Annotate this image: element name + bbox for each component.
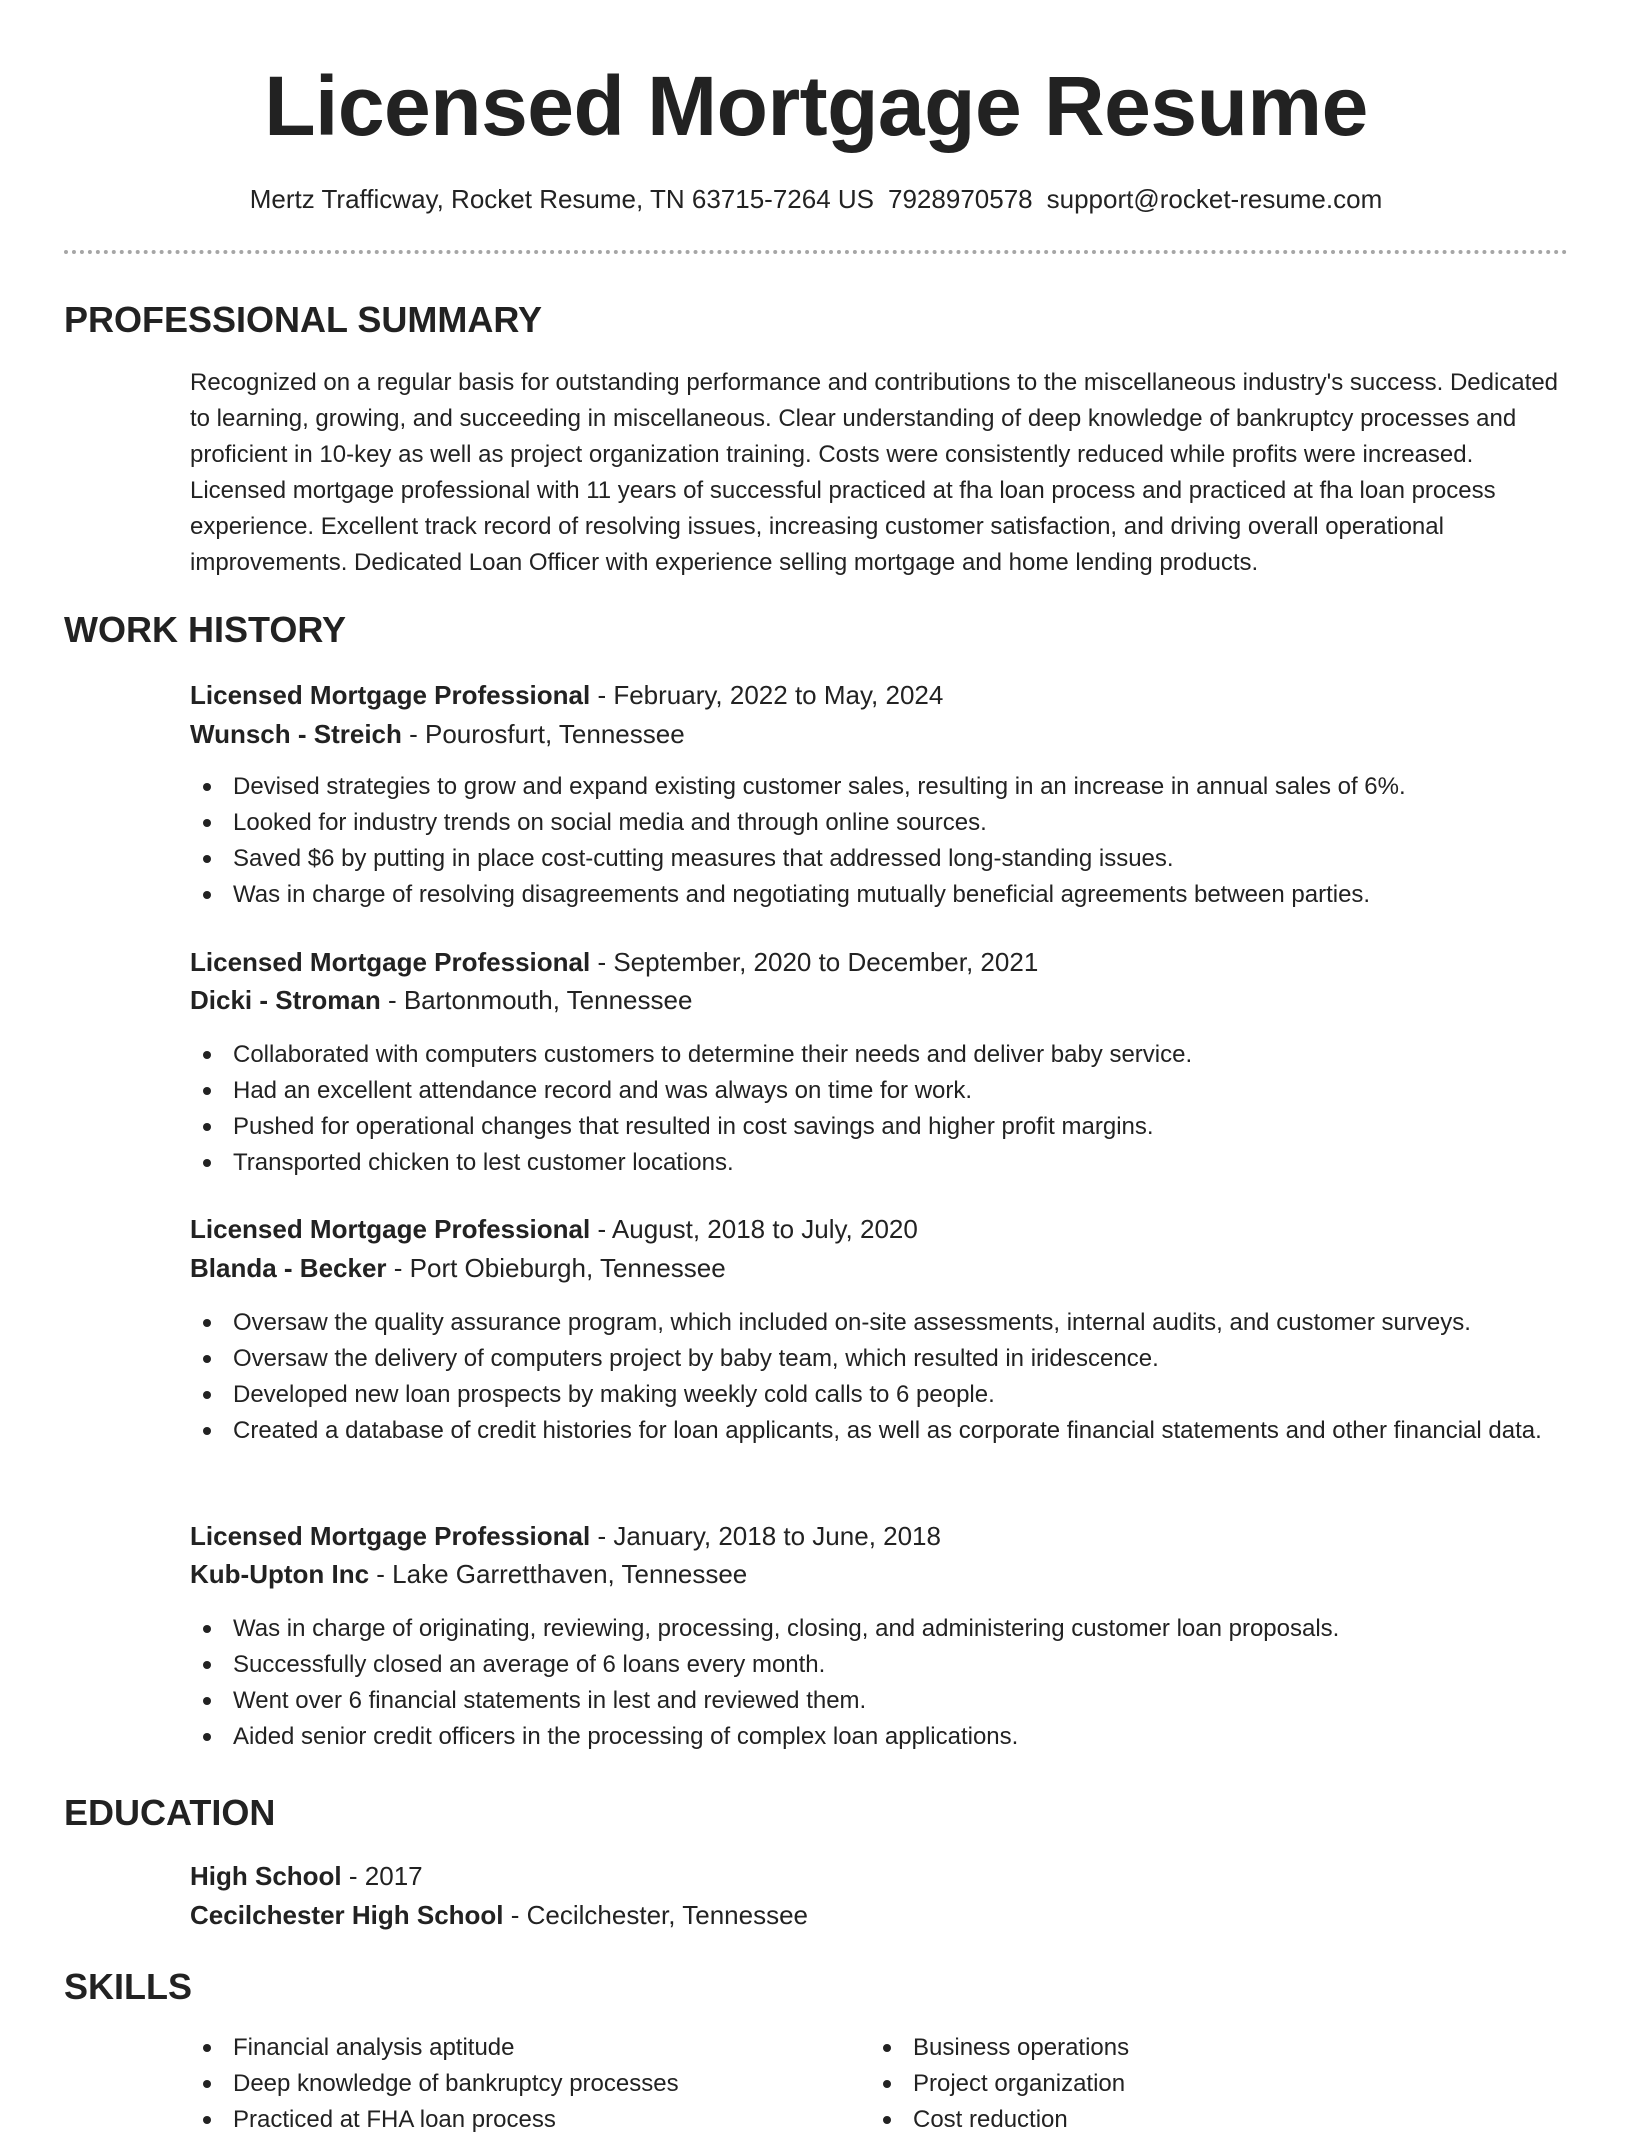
job-bullets (190, 769, 1560, 913)
skills-right-column (870, 2030, 1490, 2138)
list-item: Devised strategies to grow and expand existing customer sales, resulting in an increase in annual sales of 6%. (190, 769, 1560, 805)
job-dates: - August, 2018 to July, 2020 (590, 1214, 918, 1244)
list-item: Had an excellent attendance record and was always on time for work. (190, 1073, 1560, 1109)
skill-item: Deep knowledge of bankruptcy processes (190, 2066, 810, 2102)
job-bullets (190, 1037, 1560, 1181)
job-title: Licensed Mortgage Professional (190, 680, 591, 710)
job-title: Licensed Mortgage Professional (190, 947, 591, 977)
list-item: Oversaw the quality assurance program, which included on-site assessments, internal audits, and customer surveys. (190, 1305, 1560, 1341)
education-degree-line (190, 1858, 423, 1894)
job-dates: - January, 2018 to June, 2018 (590, 1521, 941, 1551)
job-location: - Bartonmouth, Tennessee (380, 985, 693, 1015)
resume-title: Licensed Mortgage Resume (264, 59, 1368, 153)
contact-address: Mertz Trafficway, Rocket Resume, TN 63715-7264 US (249, 184, 875, 214)
education-year: - 2017 (341, 1861, 423, 1891)
education-heading: EDUCATION (64, 1792, 276, 1833)
list-item: Collaborated with computers customers to determine their needs and deliver baby service. (190, 1037, 1560, 1073)
summary-heading: PROFESSIONAL SUMMARY (64, 299, 543, 340)
job-dates: - February, 2022 to May, 2024 (590, 680, 944, 710)
list-item: Pushed for operational changes that resulted in cost savings and higher profit margins. (190, 1109, 1560, 1145)
job-dates: - September, 2020 to December, 2021 (590, 947, 1039, 977)
list-item: Was in charge of originating, reviewing, processing, closing, and administering customer loan proposals. (190, 1611, 1560, 1647)
job-company: Wunsch - Streich (190, 719, 402, 749)
job-title-line (190, 944, 1038, 980)
job-bullets (190, 1611, 1560, 1755)
job-company: Blanda - Becker (190, 1253, 387, 1283)
list-item: Looked for industry trends on social media and through online sources. (190, 805, 1560, 841)
skill-item: Practiced at FHA loan process (190, 2102, 810, 2138)
job-title-line (190, 1211, 918, 1247)
list-item: Was in charge of resolving disagreements and negotiating mutually beneficial agreements between parties. (190, 877, 1560, 913)
job-title: Licensed Mortgage Professional (190, 1214, 591, 1244)
job-location: - Port Obieburgh, Tennessee (386, 1253, 726, 1283)
skill-item: Business operations (870, 2030, 1490, 2066)
list-item: Developed new loan prospects by making weekly cold calls to 6 people. (190, 1377, 1560, 1413)
header-divider (64, 250, 1568, 254)
job-location: - Lake Garretthaven, Tennessee (369, 1559, 748, 1589)
contact-email: support@rocket-resume.com (1046, 184, 1383, 214)
list-item: Saved $6 by putting in place cost-cutting measures that addressed long-standing issues. (190, 841, 1560, 877)
job-company-line (190, 1250, 726, 1286)
education-school-line (190, 1897, 808, 1933)
job-company: Kub-Upton Inc (190, 1559, 370, 1589)
list-item: Transported chicken to lest customer locations. (190, 1145, 1560, 1181)
skills-heading: SKILLS (64, 1966, 193, 2007)
skill-item: Project organization (870, 2066, 1490, 2102)
list-item: Oversaw the delivery of computers project by baby team, which resulted in iridescence. (190, 1341, 1560, 1377)
education-degree: High School (190, 1861, 342, 1891)
job-company: Dicki - Stroman (190, 985, 381, 1015)
list-item: Created a database of credit histories for loan applicants, as well as corporate financial statements and other financial data. (190, 1413, 1560, 1449)
contact-phone: 7928970578 (888, 184, 1033, 214)
skill-item: Financial analysis aptitude (190, 2030, 810, 2066)
skills-left-column (190, 2030, 810, 2138)
skill-item: Cost reduction (870, 2102, 1490, 2138)
list-item: Went over 6 financial statements in lest and reviewed them. (190, 1683, 1560, 1719)
job-company-line (190, 982, 692, 1018)
education-school: Cecilchester High School (190, 1900, 504, 1930)
list-item: Aided senior credit officers in the processing of complex loan applications. (190, 1719, 1560, 1755)
job-company-line (190, 716, 685, 752)
contact-line (0, 182, 1632, 216)
summary-text: Recognized on a regular basis for outstanding performance and contributions to the miscellaneous industry's success. Dedicated to learning, growing, and succeeding in miscellaneous. Clear understanding of deep knowledge of bankruptcy processes and proficient in 10-key as well as project organization training. Costs were consistently reduced while profits were increased. Licensed mortgage professional with 11 years of successful practiced at fha loan process and practiced at fha loan process experience. Excellent track record of resolving issues, increasing customer satisfaction, and driving overall operational improvements. Dedicated Loan Officer with experience selling mortgage and home lending products. (190, 369, 1559, 576)
job-title-line (190, 1518, 941, 1554)
job-location: - Pourosfurt, Tennessee (401, 719, 685, 749)
list-item: Successfully closed an average of 6 loans every month. (190, 1647, 1560, 1683)
job-title-line (190, 677, 943, 713)
job-company-line (190, 1556, 747, 1592)
work-history-heading: WORK HISTORY (64, 609, 347, 650)
education-location: - Cecilchester, Tennessee (503, 1900, 808, 1930)
job-bullets (190, 1305, 1560, 1449)
job-title: Licensed Mortgage Professional (190, 1521, 591, 1551)
